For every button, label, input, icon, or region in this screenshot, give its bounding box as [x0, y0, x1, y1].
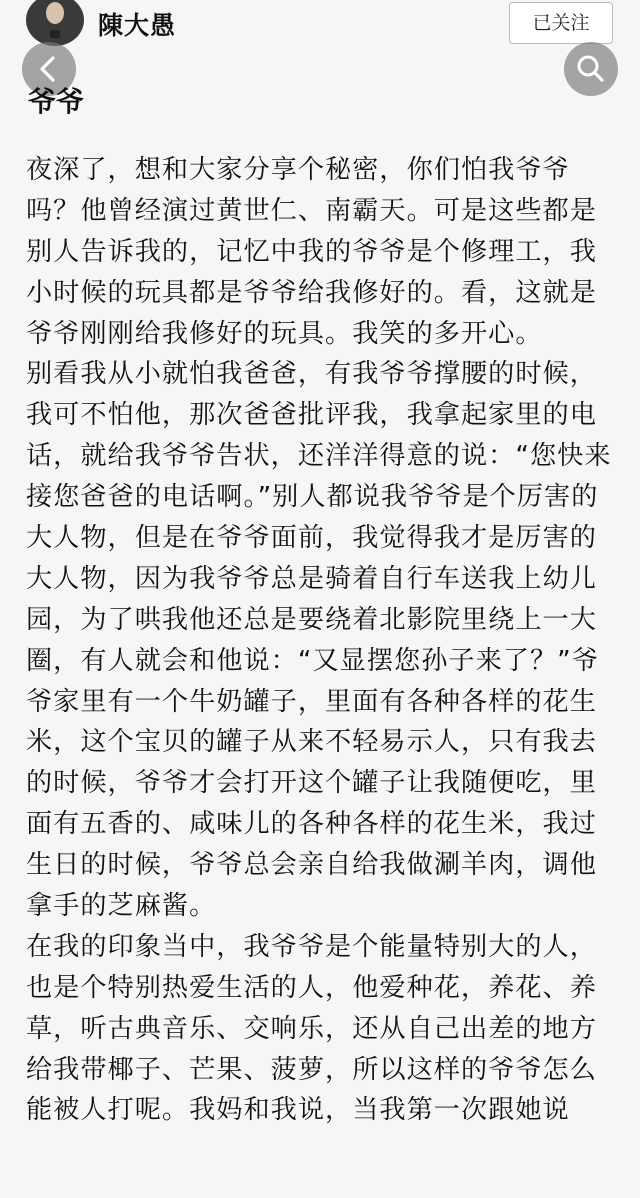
article-line: 园，为了哄我他还总是要绕着北影院里绕上一大 [26, 604, 597, 635]
search-icon [564, 42, 618, 96]
article-line: 草，听古典音乐、交响乐，还从自己出差的地方 [26, 1013, 597, 1044]
article-line: 夜深了，想和大家分享个秘密，你们怕我爷爷 [26, 155, 570, 185]
article-title: 爷爷 [28, 85, 85, 118]
article-line: 米，这个宝贝的罐子从来不轻易示人，只有我去 [26, 727, 597, 758]
article-line: 给我带椰子、芒果、菠萝，所以这样的爷爷怎么 [26, 1054, 597, 1085]
article-line: 别看我从小就怕我爸爸，有我爷爷撑腰的时候， [26, 359, 597, 390]
article-line: 生日的时候，爷爷总会亲自给我做涮羊肉，调他 [26, 850, 597, 881]
article-line: 的时候，爷爷才会打开这个罐子让我随便吃，里 [26, 768, 597, 799]
article-line: 拿手的芝麻酱。 [26, 891, 217, 922]
article-line: 能被人打呢。我妈和我说，当我第一次跟她说 [26, 1095, 570, 1126]
article-line: 大人物，因为我爷爷总是骑着自行车送我上幼儿 [26, 563, 597, 594]
article-line: 爷家里有一个牛奶罐子，里面有各种各样的花生 [26, 686, 597, 717]
article-line: 也是个特别热爱生活的人，他爱种花，养花、养 [26, 972, 597, 1003]
article-line: 我可不怕他，那次爸爸批评我，我拿起家里的电 [26, 400, 597, 431]
search-button[interactable] [564, 42, 618, 96]
avatar-bowtie [50, 30, 60, 38]
following-button[interactable]: 已关注 [509, 2, 613, 44]
article-line: 小时候的玩具都是爷爷给我修好的。看，这就是 [26, 277, 597, 308]
avatar[interactable] [26, 0, 84, 46]
article-body [26, 150, 626, 1131]
article-line: 话，就给我爷爷告状，还洋洋得意的说：“您快来 [26, 441, 612, 472]
article-line: 圈，有人就会和他说：“又显摆您孙子来了？”爷 [26, 645, 599, 676]
article-line: 大人物，但是在爷爷面前，我觉得我才是厉害的 [26, 523, 597, 554]
article-line: 面有五香的、咸味儿的各种各样的花生米，我过 [26, 809, 597, 840]
article-line: 吗？他曾经演过黄世仁、南霸天。可是这些都是 [26, 195, 597, 226]
username[interactable]: 陳大愚 [98, 11, 177, 40]
avatar-face [46, 2, 64, 24]
article-line: 别人告诉我的，记忆中我的爷爷是个修理工，我 [26, 236, 597, 267]
article-line: 接您爸爸的电话啊。”别人都说我爷爷是个厉害的 [26, 482, 599, 513]
article-line: 爷爷刚刚给我修好的玩具。我笑的多开心。 [26, 318, 543, 349]
article-line: 在我的印象当中，我爷爷是个能量特别大的人， [26, 931, 597, 962]
top-bar [0, 0, 640, 48]
